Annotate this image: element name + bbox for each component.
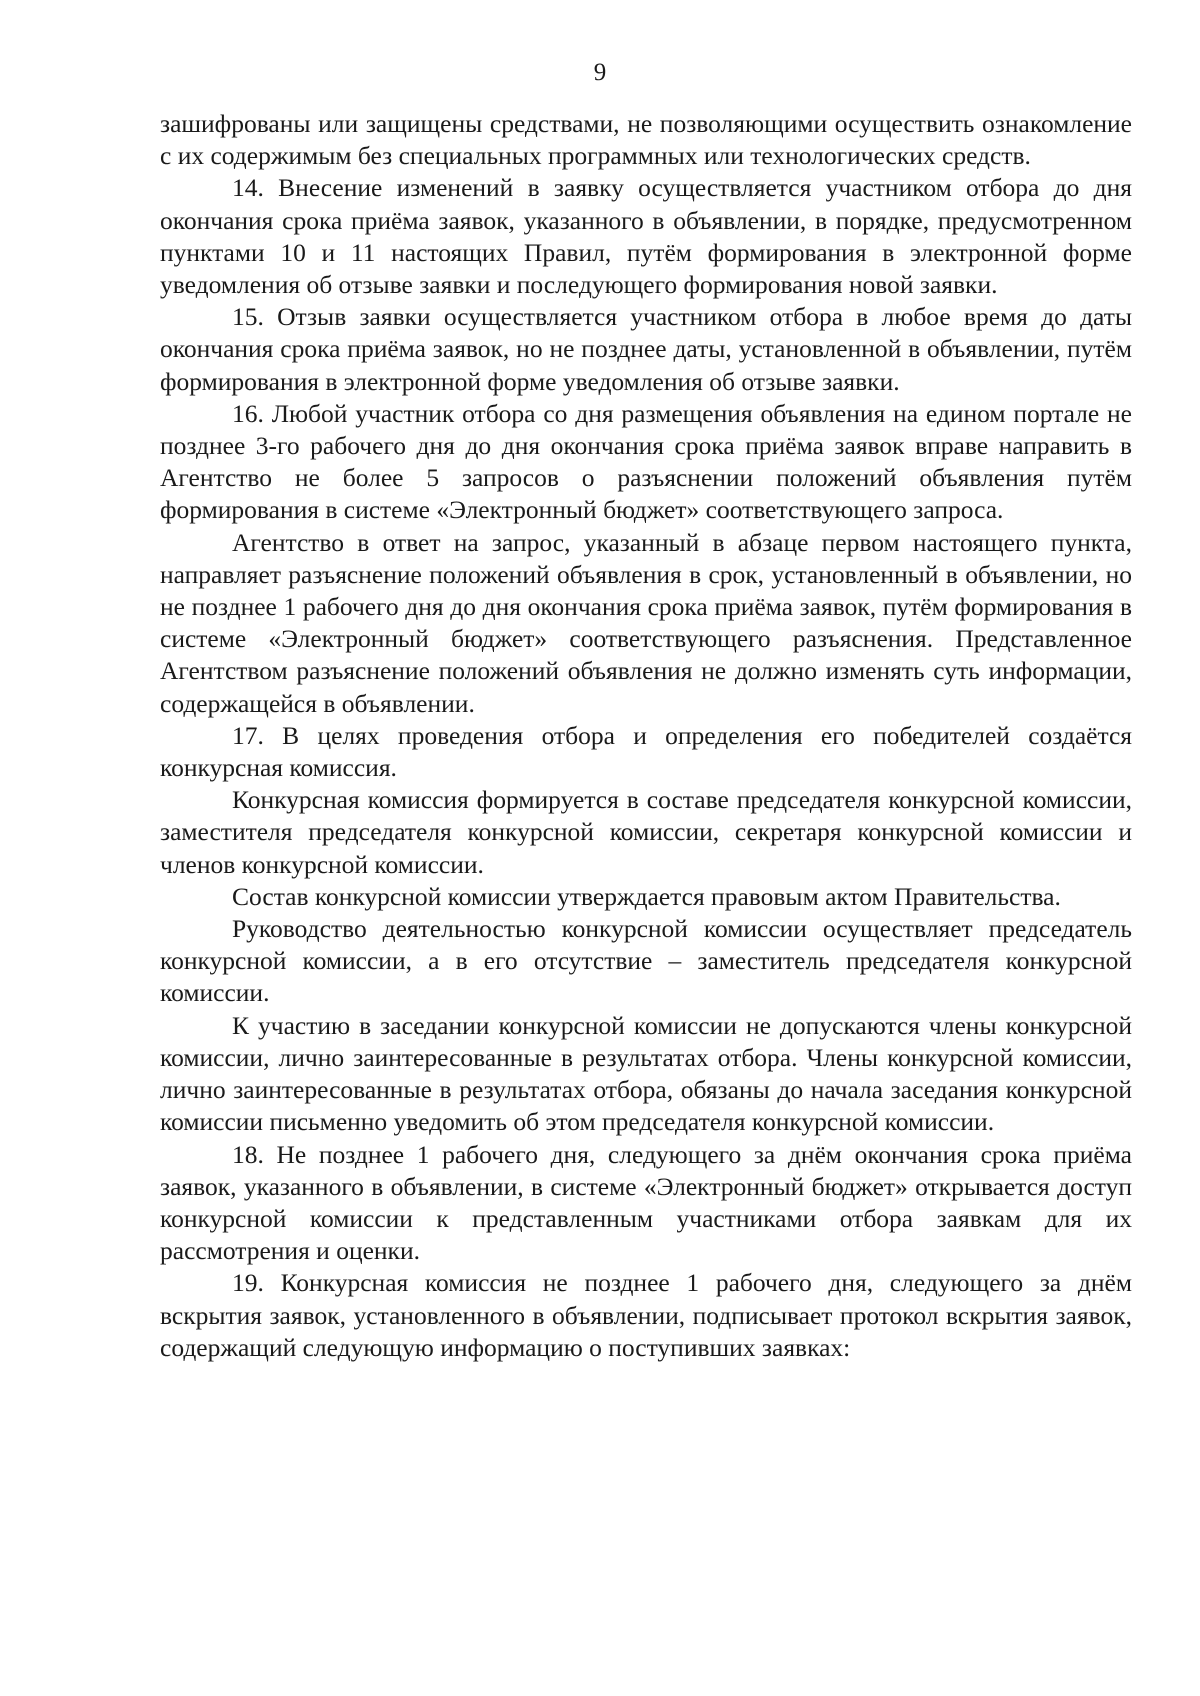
paragraph-commission-leadership: Руководство деятельностью конкурсной комиссии осуществляет председатель конкурсной комиссии, а в его отсутствие – заместитель председателя конкурсной комиссии. [160,914,1132,1008]
paragraph-continuation: зашифрованы или защищены средствами, не позволяющими осуществить ознакомление с их содержимым без специальных программных или технологических средств. [160,109,1132,171]
paragraph-commission-composition: Конкурсная комиссия формируется в составе председателя конкурсной комиссии, заместителя председателя конкурсной комиссии, секретаря конкурсной комиссии и членов конкурсной комиссии. [160,785,1132,879]
paragraph-item-16-agency-response: Агентство в ответ на запрос, указанный в абзаце первом настоящего пункта, направляет разъяснение положений объявления в срок, установленный в объявлении, но не позднее 1 рабочего дня до дня окончания срока приёма заявок, путём формирования в системе «Электронный бюджет» соответствующего разъяснения. Представленное Агентством разъяснение положений объявления не должно изменять суть информации, содержащейся в объявлении. [160,527,1132,718]
paragraph-item-16: 16. Любой участник отбора со дня размещения объявления на едином портале не позднее 3-го рабочего дня до дня окончания срока приёма заявок вправе направить в Агентство не более 5 запросов о разъяснении положений объявления путём формирования в системе «Электронный бюджет» соответствующего запроса. [160,398,1132,525]
paragraph-item-14: 14. Внесение изменений в заявку осуществляется участником отбора до дня окончания срока приёма заявок, указанного в объявлении, в порядке, предусмотренном пунктами 10 и 11 настоящих Правил, путём формирования в электронной форме уведомления об отзыве заявки и последующего формирования новой заявки. [160,173,1132,300]
paragraph-commission-approval: Состав конкурсной комиссии утверждается правовым актом Правительства. [232,881,1061,911]
document-body [160,108,1132,1364]
paragraph-item-15: 15. Отзыв заявки осуществляется участником отбора в любое время до даты окончания срока приёма заявок, но не позднее даты, установленной в объявлении, путём формирования в электронной форме уведомления об отзыве заявки. [160,302,1132,396]
paragraph-item-17: 17. В целях проведения отбора и определения его победителей создаётся конкурсная комиссия. [160,720,1132,783]
paragraph-conflict-of-interest: К участию в заседании конкурсной комиссии не допускаются члены конкурсной комиссии, лично заинтересованные в результатах отбора. Члены конкурсной комиссии, лично заинтересованные в результатах отбора, обязаны до начала заседания конкурсной комиссии письменно уведомить об этом председателя конкурсной комиссии. [160,1010,1132,1137]
page-number: 9 [593,59,607,86]
paragraph-item-18: 18. Не позднее 1 рабочего дня, следующего за днём окончания срока приёма заявок, указанного в объявлении, в системе «Электронный бюджет» открывается доступ конкурсной комиссии к представленным участниками отбора заявкам для их рассмотрения и оценки. [160,1139,1132,1266]
paragraph-item-19: 19. Конкурсная комиссия не позднее 1 рабочего дня, следующего за днём вскрытия заявок, установленного в объявлении, подписывает протокол вскрытия заявок, содержащий следующую информацию о поступивших заявках: [160,1268,1132,1362]
